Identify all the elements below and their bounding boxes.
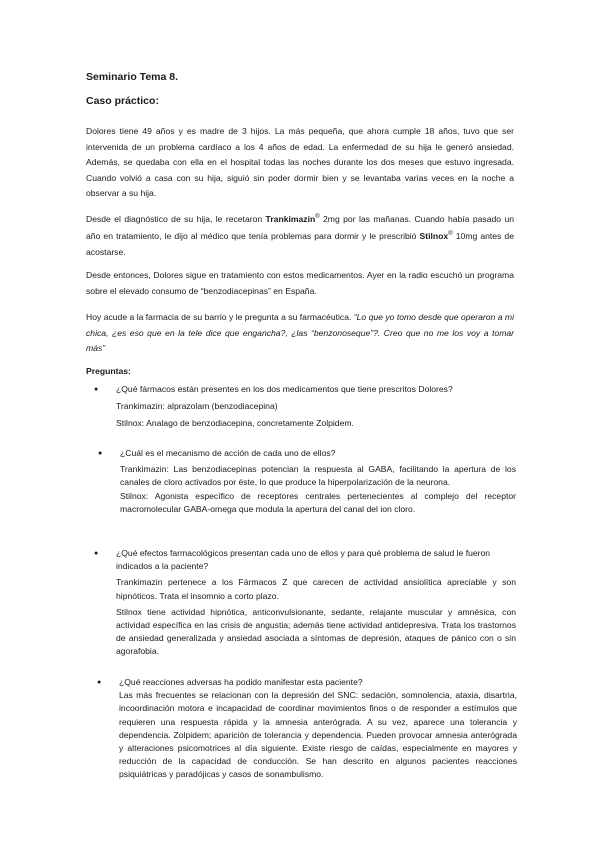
case-paragraph-3: Desde entonces, Dolores sigue en tratamiento con estos medicamentos. Ayer en la radio escuchó un programa sobre el elevado consumo de “benzodiacepinas” en España. [86, 270, 514, 296]
question-text: ¿Qué fármacos están presentes en los dos medicamentos que tiene prescritos Dolores? [116, 384, 453, 394]
drug-name-trankimazin: Trankimazin [265, 213, 316, 224]
case-paragraph-1: Dolores tiene 49 años y es madre de 3 hijos. La más pequeña, que ahora cumple 18 años, tuvo que ser intervenida de un problema cardíaco a los 4 años de edad. La enfermedad de su hija le generó ansiedad. Además, se quedaba con ella en el hospital todas las noches durante los dos meses que estuvo ingresada. Cuando volvió a casa con su hija, siguió sin poder dormir bien y se levantaba varias veces en la noche a observar a su hija. [86, 126, 514, 199]
questions-label: Preguntas: [86, 366, 131, 376]
bullet-icon: ● [94, 550, 99, 557]
bullet-icon: ● [98, 450, 103, 457]
question-text: ¿Cuál es el mecanismo de acción de cada uno de ellos? [120, 448, 336, 458]
answer-text: Stilnox: Agonista específico de receptores centrales pertenecientes al complejo del receptor macromolecular GABA-omega que modula la apertura del canal del ion cloro. [120, 490, 516, 514]
drug-name-stilnox: Stilnox [419, 231, 449, 242]
question-text: ¿Qué efectos farmacológicos presentan cada uno de ellos y para qué problema de salud le fueron indicados a la paciente? [116, 548, 491, 572]
section-heading: Caso práctico: [86, 95, 159, 107]
answer-text: Trankimazin pertenece a los Fármacos Z que carecen de actividad ansiolítica apreciable y son hipnóticos. Trata el insomnio a corto plazo. [116, 577, 516, 601]
answer-text: Trankimazin: Las benzodiacepinas potencian la respuesta al GABA, facilitando la apertura de los canales de cloro activados por éste, lo que produce la hiperpolarización de la neurona. [120, 464, 516, 488]
page-title: Seminario Tema 8. [86, 71, 179, 83]
case-paragraph-4: Hoy acude a la farmacia de su barrio y le pregunta a su farmacéutica. “Lo que yo tomo desde que operaron a mi chica, ¿es eso que en la tele dice que engancha?, ¿las “benzonoseque”?. Creo que no me los voy a tomar más” [86, 312, 514, 354]
answer-text: Las más frecuentes se relacionan con la depresión del SNC: sedación, somnolencia, ataxia, disartria, incoordinación motora e incapacidad de coordinar movimientos finos o de responder a estímulos que requieren una respuesta rápida y la amnesia anterógrada. A su vez, aparece una tolerancia y dependencia. Zolpidem; aparición de tolerancia y dependencia. Pueden provocar amnesia anterógrada y alteraciones psicomotrices al día siguiente. Existe riesgo de caídas, especialmente en mayores y reducción de la capacidad de conducción. Se han descrito en algunos pacientes reacciones psiquiátricas y paradójicas y casos de sonambulismo. [119, 690, 517, 780]
question-text: ¿Qué reacciones adversas ha podido manifestar esta paciente? [119, 677, 363, 687]
case-paragraph-2: Desde el diagnóstico de su hija, le recetaron Trankimazin® 2mg por las mañanas. Cuando había pasado un año en tratamiento, le dijo al médico que tenía problemas para dormir y le prescribió Stilnox® 10mg antes de acostarse. [86, 213, 514, 257]
answer-text: Stilnox: Analago de benzodiacepina, concretamente Zolpidem. [116, 418, 354, 429]
answer-text: Stilnox tiene actividad hipnótica, anticonvulsionante, sedante, relajante muscular y amnésica, con actividad específica en las crisis de angustia; además tiene actividad antidepresiva. Trata los trastornos de ansiedad generalizada y ansiedad asociada a síntomas de depresión, ataques de pánico con o sin agorafobia. [116, 606, 516, 657]
question-item-1 [94, 383, 516, 431]
question-item-4 [97, 676, 517, 782]
patient-quote: “Lo que yo tomo desde que operaron a mi chica, ¿es eso que en la tele dice que engancha?, ¿las “benzonoseque”?. Creo que no me los voy a tomar más” [86, 312, 514, 354]
answer-text: Trankimazin: alprazolam (benzodiacepina) [116, 401, 278, 412]
bullet-icon: ● [97, 679, 102, 686]
bullet-icon: ● [94, 386, 99, 393]
question-item-2 [98, 447, 516, 516]
question-item-3 [94, 547, 516, 659]
